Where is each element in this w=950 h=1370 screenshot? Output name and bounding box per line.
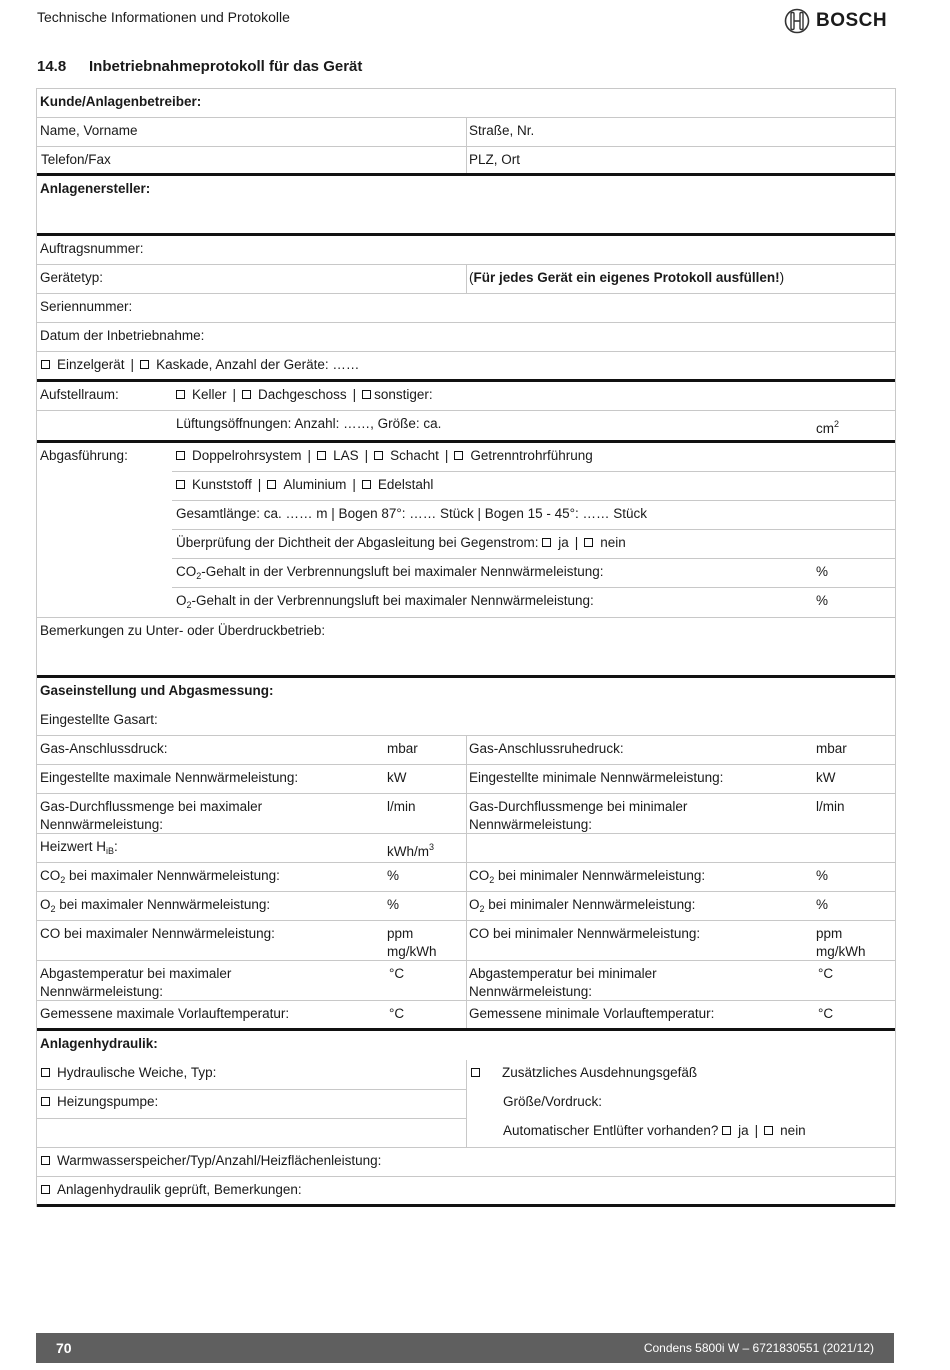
document-reference: Condens 5800i W – 6721830551 (2021/12)	[643, 1341, 874, 1355]
checkbox-las[interactable]	[317, 451, 326, 460]
device-config-row: Einzelgerät | Kaskade, Anzahl der Geräte: ……	[37, 352, 895, 382]
section-heading	[37, 58, 362, 75]
co2-air-label: $CO_2$-Gehalt in der Verbrennungsluft bei maximaler Nennwärmeleistung:	[176, 564, 604, 581]
checkbox-aluminium[interactable]	[267, 480, 276, 489]
checkbox-other-room[interactable]	[362, 390, 371, 399]
flow-min-label: Gas-Durchflussmenge bei minimaler Nennwärmeleistung:	[469, 799, 688, 832]
phone-field[interactable]: Telefon/Fax	[41, 152, 111, 167]
checkbox-tightness-yes[interactable]	[542, 538, 551, 547]
page-number: 70	[56, 1340, 72, 1356]
hydraulics-checked-label: Anlagenhydraulik geprüft, Bemerkungen:	[57, 1182, 302, 1197]
heating-pump-label: Heizungspumpe:	[57, 1094, 159, 1109]
flue-length-row[interactable]	[172, 501, 895, 530]
flue-temp-max-label: Abgastemperatur bei maximaler Nennwärmeleistung:	[40, 966, 232, 999]
storage-label: Warmwasserspeicher/Typ/Anzahl/Heizflächenleistung:	[57, 1153, 382, 1168]
o2-row: $O_2$ bei maximaler Nennwärmeleistung: % $O_2$ bei minimaler Nennwärmeleistung: %	[37, 892, 895, 921]
gas-flow-row: Gas-Durchflussmenge bei maximaler Nennwärmeleistung: l/min Gas-Durchflussmenge bei minimaler Nennwärmeleistung: l/min	[37, 794, 895, 834]
flow-temp-min-label: Gemessene minimale Vorlauftemperatur:	[469, 1006, 715, 1021]
bosch-armature-icon	[784, 8, 810, 34]
flow-temp-row: Gemessene maximale Vorlauftemperatur: °C Gemessene minimale Vorlauftemperatur: °C	[37, 1001, 895, 1031]
size-pressure-label: Größe/Vordruck:	[503, 1094, 603, 1109]
flue-type-row: Doppelrohrsystem | LAS | Schacht | Getrenntrohrführung	[172, 443, 895, 472]
room-row: Aufstellraum: Keller | Dachgeschoss | sonstiger:	[37, 382, 895, 411]
expansion-vessel-label: Zusätzliches Ausdehnungsgefäß	[502, 1065, 698, 1080]
o2-air-unit: %	[816, 593, 829, 608]
checkbox-attic[interactable]	[242, 390, 251, 399]
co-row: CO bei maximaler Nennwärmeleistung: ppm mg/kWh CO bei minimaler Nennwärmeleistung: ppm mg/kWh	[37, 921, 895, 961]
co2-air-unit: %	[816, 564, 829, 579]
checkbox-vent-no[interactable]	[764, 1126, 773, 1135]
checkbox-tightness-no[interactable]	[584, 538, 593, 547]
checkbox-vent-yes[interactable]	[722, 1126, 731, 1135]
checkbox-cascade[interactable]	[140, 360, 149, 369]
hydraulics-block: Hydraulische Weiche, Typ: Heizungspumpe: Zusätzliches Ausdehnungsgefäß Größe/Vordruck: Automatischer Entlüfter vorhanden? ja | nein	[37, 1060, 895, 1148]
date-label: Datum der Inbetriebnahme:	[40, 328, 205, 343]
device-type-note: (Für jedes Gerät ein eigenes Protokoll ausfüllen!)	[469, 270, 785, 285]
gas-type-row[interactable]	[37, 707, 895, 736]
co2-air-row	[172, 559, 895, 588]
co-min-label: CO bei minimaler Nennwärmeleistung:	[469, 926, 701, 941]
checkbox-expansion-vessel[interactable]	[471, 1068, 480, 1077]
storage-row	[37, 1148, 895, 1177]
installer-row[interactable]	[37, 176, 895, 236]
order-number-label: Auftragsnummer:	[40, 241, 144, 256]
single-device-label: Einzelgerät	[57, 357, 125, 372]
device-type-field[interactable]: Gerätetyp:	[40, 270, 104, 285]
rest-pressure-label: Gas-Anschlussruhedruck:	[469, 741, 624, 756]
checkbox-storage[interactable]	[41, 1156, 50, 1165]
ventilation-row	[37, 411, 895, 440]
street-field[interactable]: Straße, Nr.	[469, 123, 535, 138]
checkbox-double-pipe[interactable]	[176, 451, 185, 460]
gas-heading-row	[37, 678, 895, 707]
section-title: Inbetriebnahmeprotokoll für das Gerät	[89, 58, 363, 75]
name-field[interactable]: Name, Vorname	[40, 123, 138, 138]
other-room-label: sonstiger:	[374, 387, 433, 402]
pressure-remarks-label: Bemerkungen zu Unter- oder Überdruckbetrieb:	[40, 623, 326, 638]
city-field[interactable]: PLZ, Ort	[469, 152, 521, 167]
flow-max-label: Gas-Durchflussmenge bei maximaler Nennwärmeleistung:	[40, 799, 263, 832]
checkbox-hydraulics-checked[interactable]	[41, 1185, 50, 1194]
attic-label: Dachgeschoss	[258, 387, 347, 402]
customer-heading: Kunde/Anlagenbetreiber:	[40, 94, 202, 109]
checkbox-single-device[interactable]	[41, 360, 50, 369]
gas-type-label: Eingestellte Gasart:	[40, 712, 158, 727]
o2-min-label: $O_2$ bei minimaler Nennwärmeleistung:	[469, 897, 696, 914]
tightness-check-row: Überprüfung der Dichtheit der Abgasleitung bei Gegenstrom: ja | nein	[172, 530, 895, 559]
checkbox-plastic[interactable]	[176, 480, 185, 489]
pressure-remarks-row[interactable]	[37, 617, 895, 678]
flue-section	[37, 443, 895, 617]
tightness-check-label: Überprüfung der Dichtheit der Abgasleitung bei Gegenstrom:	[176, 535, 539, 550]
brand-name: BOSCH	[816, 10, 888, 31]
page-header-title: Technische Informationen und Protokolle	[37, 9, 290, 25]
gas-heading: Gaseinstellung und Abgasmessung:	[40, 683, 274, 698]
o2-air-label: $O_2$-Gehalt in der Verbrennungsluft bei maximaler Nennwärmeleistung:	[176, 593, 594, 610]
flue-label: Abgasführung:	[40, 448, 128, 463]
checkbox-shaft[interactable]	[374, 451, 383, 460]
auto-vent-label: Automatischer Entlüfter vorhanden?	[503, 1123, 719, 1138]
flue-temp-row: Abgastemperatur bei maximaler Nennwärmeleistung: °C Abgastemperatur bei minimaler Nennwärmeleistung: °C	[37, 961, 895, 1001]
page-footer	[36, 1333, 894, 1363]
min-power-label: Eingestellte minimale Nennwärmeleistung:	[469, 770, 724, 785]
serial-label: Seriennummer:	[40, 299, 133, 314]
serial-row[interactable]	[37, 294, 895, 323]
flow-temp-max-label: Gemessene maximale Vorlauftemperatur:	[40, 1006, 290, 1021]
checkbox-hydraulic-switch[interactable]	[41, 1068, 50, 1077]
heating-value-unit: kWh/$m^3$	[387, 842, 435, 859]
flue-material-row: Kunststoff | Aluminium | Edelstahl	[172, 472, 895, 501]
cellar-label: Keller	[192, 387, 227, 402]
gas-power-row: Eingestellte maximale Nennwärmeleistung: kW Eingestellte minimale Nennwärmeleistung: kW	[37, 765, 895, 794]
checkbox-separate-pipe[interactable]	[454, 451, 463, 460]
o2-air-row	[172, 588, 895, 617]
heating-value-row	[37, 834, 895, 863]
conn-pressure-label: Gas-Anschlussdruck:	[40, 741, 168, 756]
hydraulic-switch-label: Hydraulische Weiche, Typ:	[57, 1065, 217, 1080]
co2-min-label: $CO_2$ bei minimaler Nennwärmeleistung:	[469, 868, 706, 885]
ventilation-label: Lüftungsöffnungen: Anzahl: ……, Größe: ca.	[176, 416, 442, 431]
gas-pressure-row: Gas-Anschlussdruck: mbar Gas-Anschlussruhedruck: mbar	[37, 736, 895, 765]
checkbox-stainless[interactable]	[362, 480, 371, 489]
hydraulics-heading-row	[37, 1031, 895, 1060]
installer-heading: Anlagenersteller:	[40, 181, 151, 196]
customer-heading-row	[37, 88, 895, 118]
checkbox-heating-pump[interactable]	[41, 1097, 50, 1106]
customer-name-row	[37, 118, 895, 147]
flue-temp-min-label: Abgastemperatur bei minimaler Nennwärmeleistung:	[469, 966, 657, 999]
section-number: 14.8	[37, 58, 67, 75]
o2-max-label: $O_2$ bei maximaler Nennwärmeleistung:	[40, 897, 271, 914]
room-label: Aufstellraum:	[40, 387, 119, 402]
customer-phone-row	[37, 147, 895, 176]
order-number-row[interactable]	[37, 236, 895, 265]
flue-length-label: Gesamtlänge: ca. …… m | Bogen 87°: …… Stück | Bogen 15 - 45°: …… Stück	[176, 506, 648, 521]
co2-row: $CO_2$ bei maximaler Nennwärmeleistung: % $CO_2$ bei minimaler Nennwärmeleistung: %	[37, 863, 895, 892]
hydraulics-heading: Anlagenhydraulik:	[40, 1036, 158, 1051]
date-row[interactable]	[37, 323, 895, 352]
commissioning-form	[36, 88, 896, 1207]
bosch-logo	[784, 8, 887, 34]
device-type-row	[37, 265, 895, 294]
max-power-label: Eingestellte maximale Nennwärmeleistung:	[40, 770, 299, 785]
checkbox-cellar[interactable]	[176, 390, 185, 399]
co-max-label: CO bei maximaler Nennwärmeleistung:	[40, 926, 275, 941]
co2-max-label: $CO_2$ bei maximaler Nennwärmeleistung:	[40, 868, 280, 885]
hydraulics-checked-row	[37, 1177, 895, 1207]
ventilation-unit: $cm^2$	[816, 419, 840, 436]
heating-value-label: Heizwert $H_{iB}$:	[40, 839, 118, 856]
cascade-label: Kaskade, Anzahl der Geräte: ……	[156, 357, 360, 372]
